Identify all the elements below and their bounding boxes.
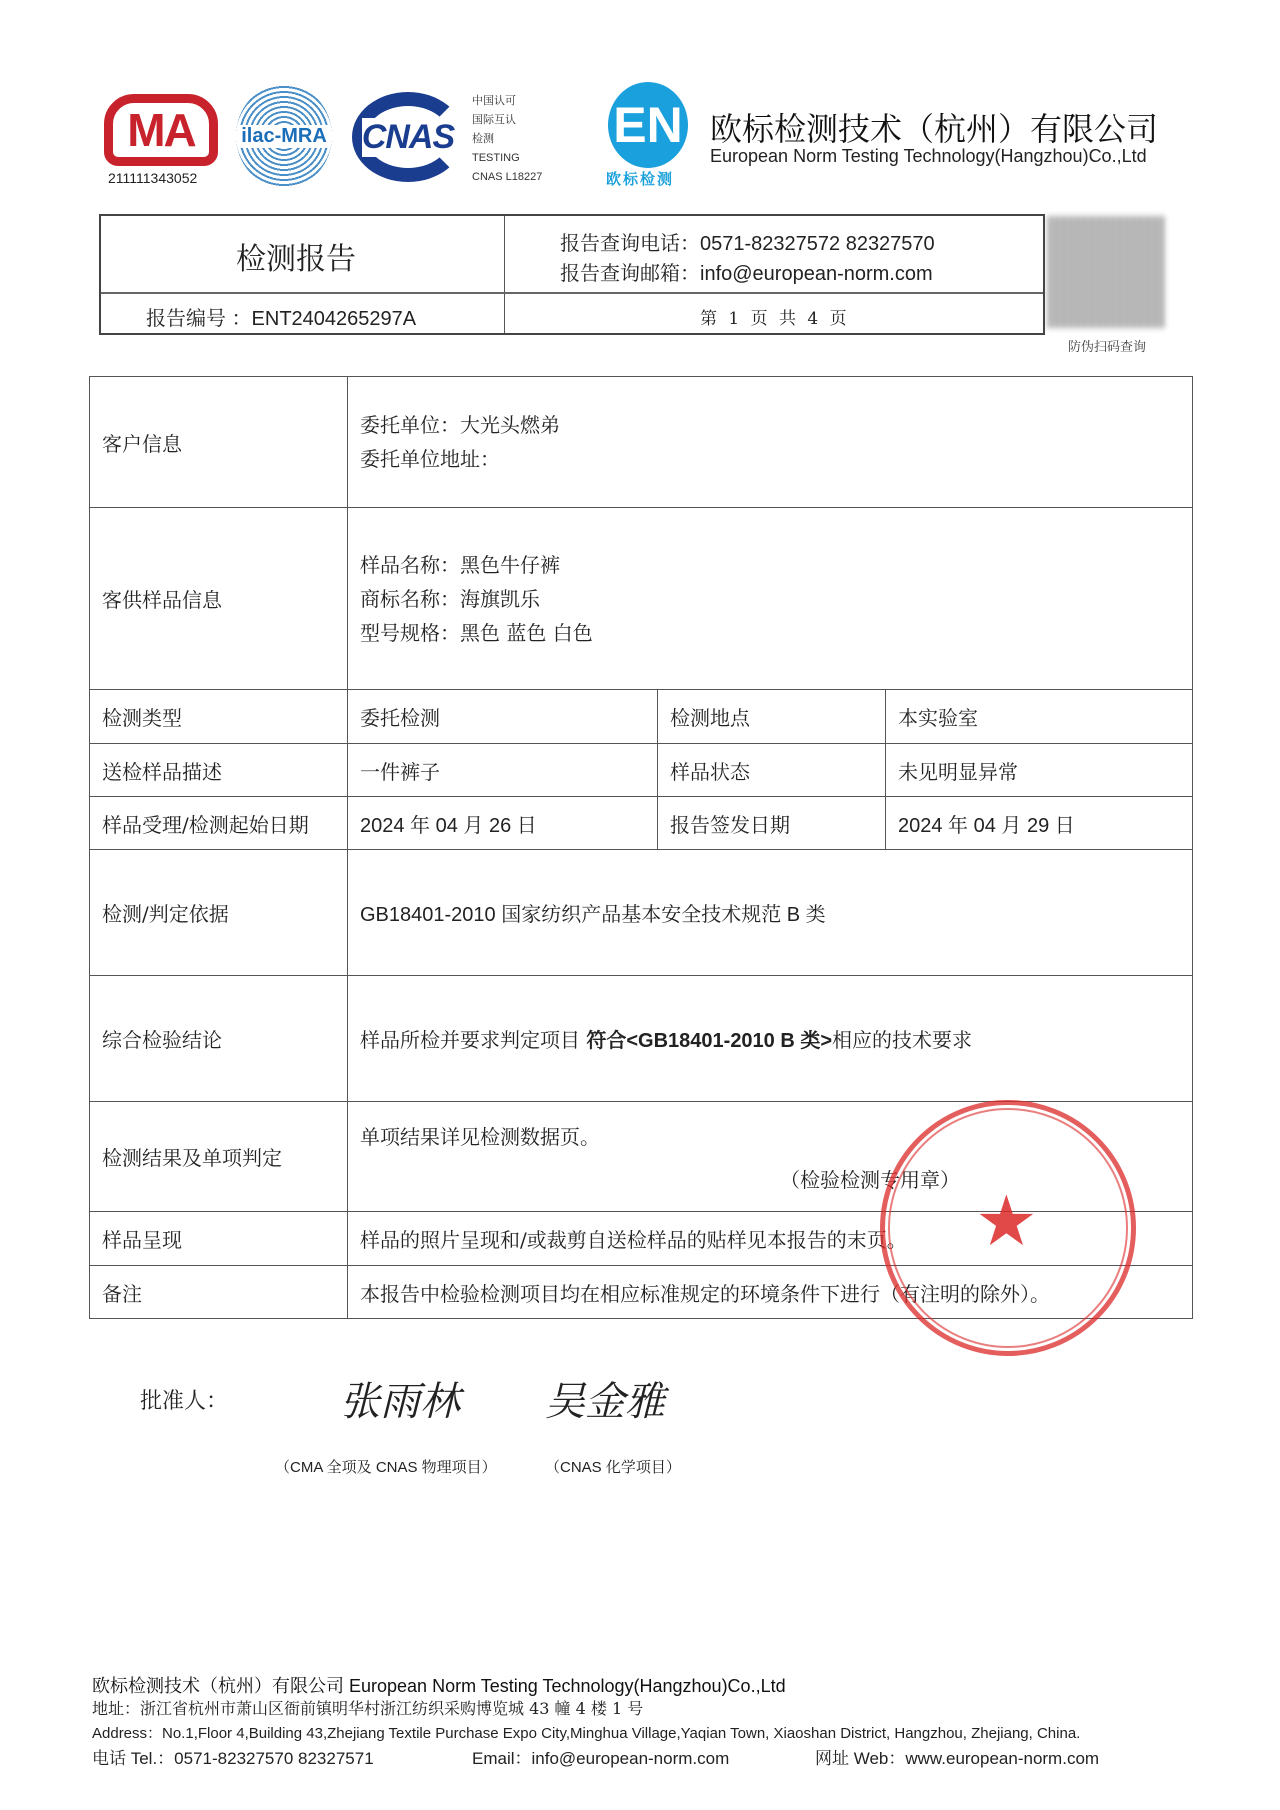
footer-tel: 电话 Tel.：0571-82327570 82327571 bbox=[92, 1749, 374, 1768]
conclusion-pre: 样品所检并要求判定项目 bbox=[360, 1028, 587, 1052]
report-number: 报告编号 ：ENT2404265297A bbox=[146, 308, 417, 330]
cell-value: 未见明显异常 bbox=[886, 744, 1193, 797]
presentation-value: 样品的照片呈现和/或裁剪自送检样品的贴样见本报告的末页。 bbox=[348, 1212, 1193, 1266]
cnas-line: TESTING bbox=[472, 152, 520, 164]
signature-1: 张雨林 bbox=[340, 1379, 460, 1425]
remark-label: 备注 bbox=[90, 1266, 348, 1319]
cell-label: 送检样品描述 bbox=[90, 744, 348, 797]
sample-label: 客供样品信息 bbox=[90, 508, 348, 690]
client-label: 客户信息 bbox=[90, 377, 348, 508]
result-label: 检测结果及单项判定 bbox=[90, 1102, 348, 1212]
cell-label: 样品受理/检测起始日期 bbox=[90, 797, 348, 850]
basis-label: 检测/判定依据 bbox=[90, 850, 348, 976]
qr-caption: 防伪扫码查询 bbox=[1068, 340, 1147, 355]
qr-code[interactable] bbox=[1048, 216, 1164, 328]
query-email: 报告查询邮箱：info@european-norm.com bbox=[560, 263, 933, 285]
cell-value: 2024 年 04 月 29 日 bbox=[886, 797, 1193, 850]
ilac-logo-text: ilac-MRA bbox=[241, 124, 327, 147]
table-row bbox=[90, 690, 1193, 744]
basis-value: GB18401-2010 国家纺织产品基本安全技术规范 B 类 bbox=[348, 850, 1193, 976]
client-address: 委托单位地址： bbox=[360, 447, 500, 471]
cell-value: 2024 年 04 月 26 日 bbox=[348, 797, 658, 850]
sample-name: 样品名称：黑色牛仔裤 bbox=[360, 552, 560, 577]
presentation-label: 样品呈现 bbox=[90, 1212, 348, 1266]
footer-company: 欧标检测技术（杭州）有限公司 European Norm Testing Technology(Hangzhou)Co.,Ltd bbox=[92, 1676, 786, 1696]
model-spec: 型号规格：黑色 蓝色 白色 bbox=[360, 620, 593, 645]
footer-address-cn: 地址：浙江省杭州市萧山区衙前镇明华村浙江纺织采购博览城 43 幢 4 楼 1 号 bbox=[92, 1699, 644, 1718]
conclusion-post: 相应的技术要求 bbox=[832, 1028, 973, 1052]
signature-1-note: （CMA 全项及 CNAS 物理项目） bbox=[275, 1459, 497, 1476]
approver-label: 批准人： bbox=[140, 1389, 229, 1414]
conclusion-label: 综合检验结论 bbox=[90, 976, 348, 1102]
result-value: 单项结果详见检测数据页。 bbox=[360, 1124, 600, 1149]
signature-2: 吴金雅 bbox=[545, 1379, 665, 1425]
table-row bbox=[90, 850, 1193, 976]
footer-email[interactable]: Email：info@european-norm.com bbox=[472, 1749, 730, 1768]
ilac-mra-logo bbox=[236, 84, 332, 188]
table-row bbox=[90, 744, 1193, 797]
table-row bbox=[90, 797, 1193, 850]
en-logo-text: EN bbox=[613, 97, 683, 153]
footer-web[interactable]: 网址 Web：www.european-norm.com bbox=[815, 1749, 1100, 1768]
cnas-line: 中国认可 bbox=[472, 95, 516, 107]
table-row bbox=[90, 508, 1193, 690]
cell-value: 本实验室 bbox=[886, 690, 1193, 744]
cma-number: 211111343052 bbox=[108, 170, 198, 186]
seal-note: （检验检测专用章） bbox=[780, 1167, 960, 1192]
cnas-line: 国际互认 bbox=[472, 114, 516, 126]
conclusion-bold: 符合<GB18401-2010 B 类> bbox=[586, 1030, 833, 1052]
company-name-cn: 欧标检测技术（杭州）有限公司 bbox=[710, 110, 1159, 148]
table-row bbox=[90, 976, 1193, 1102]
footer-address-en: Address：No.1,Floor 4,Building 43,Zhejiang Textile Purchase Expo City,Minghua Village,Yaqian Town, Xiaoshan District, Hangzhou, Zhejiang, China. bbox=[92, 1725, 1081, 1742]
cell-value: 委托检测 bbox=[348, 690, 658, 744]
client-name: 委托单位：大光头燃弟 bbox=[360, 413, 560, 437]
signature-2-note: （CNAS 化学项目） bbox=[545, 1459, 681, 1476]
cnas-logo bbox=[352, 92, 464, 182]
table-row bbox=[90, 377, 1193, 508]
cell-label: 报告签发日期 bbox=[658, 797, 886, 850]
seal-star-icon: ★ bbox=[975, 1180, 1038, 1262]
remark-value: 本报告中检验检测项目均在相应标准规定的环境条件下进行（有注明的除外）。 bbox=[348, 1266, 1193, 1319]
en-logo bbox=[608, 82, 688, 168]
report-title: 检测报告 bbox=[236, 242, 356, 277]
brand-name: 商标名称：海旗凯乐 bbox=[360, 586, 540, 611]
cell-label: 检测类型 bbox=[90, 690, 348, 744]
cnas-line: CNAS L18227 bbox=[472, 171, 543, 183]
cell-value: 一件裤子 bbox=[348, 744, 658, 797]
cell-label: 样品状态 bbox=[658, 744, 886, 797]
page-indicator: 第 1 页 共 4 页 bbox=[700, 309, 850, 329]
cnas-line: 检测 bbox=[472, 133, 494, 145]
cma-logo bbox=[104, 94, 218, 166]
cnas-logo-text: CNAS bbox=[361, 117, 455, 156]
cma-logo-text: MA bbox=[127, 104, 195, 156]
cnas-text bbox=[472, 92, 542, 187]
en-logo-subtitle: 欧标检测 bbox=[606, 170, 675, 188]
cell-label: 检测地点 bbox=[658, 690, 886, 744]
company-name-en: European Norm Testing Technology(Hangzhou)Co.,Ltd bbox=[710, 146, 1147, 166]
query-phone: 报告查询电话：0571-82327572 82327570 bbox=[560, 233, 935, 255]
